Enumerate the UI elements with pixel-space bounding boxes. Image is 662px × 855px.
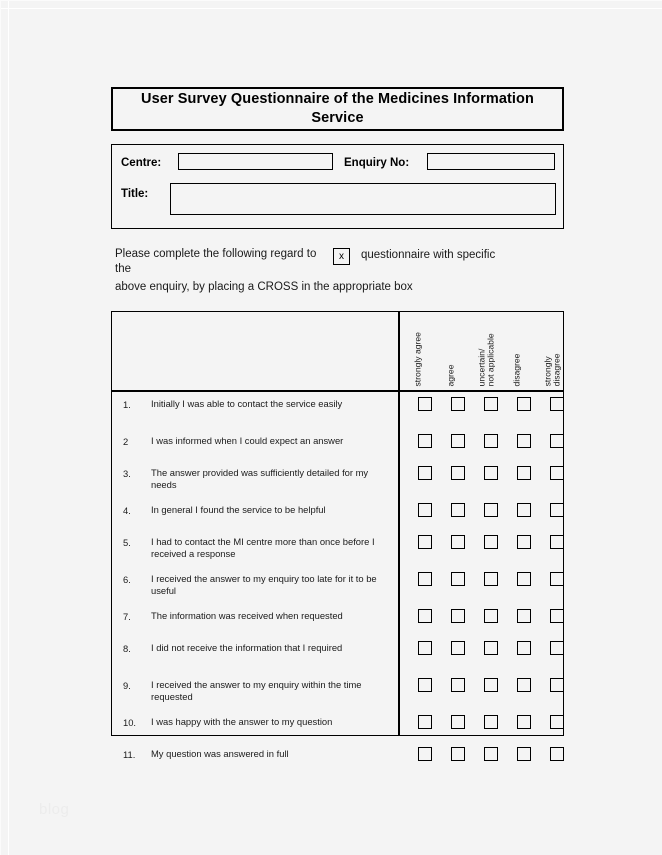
checkbox-q9-1[interactable] bbox=[418, 678, 432, 692]
checkbox-q11-3[interactable] bbox=[484, 747, 498, 761]
checkbox-q9-3[interactable] bbox=[484, 678, 498, 692]
page-title: User Survey Questionnaire of the Medicines Information Service bbox=[141, 91, 534, 126]
checkbox-q1-4[interactable] bbox=[517, 397, 531, 411]
question-number: 8. bbox=[123, 642, 131, 654]
cross-example-box bbox=[333, 248, 350, 265]
answer-checkbox-group bbox=[398, 673, 563, 710]
question-number: 10. bbox=[123, 716, 137, 728]
checkbox-q6-4[interactable] bbox=[517, 572, 531, 586]
question-text: I received the answer to my enquiry within the time requested bbox=[151, 678, 362, 702]
answer-checkbox-group bbox=[398, 636, 563, 673]
checkbox-q3-1[interactable] bbox=[418, 466, 432, 480]
question-text: I had to contact the MI centre more than once before I received a response bbox=[151, 535, 375, 559]
question-text: I received the answer to my enquiry too late for it to be useful bbox=[151, 572, 377, 596]
question-text: I did not receive the information that I required bbox=[151, 641, 343, 653]
question-rows bbox=[112, 392, 563, 760]
checkbox-q2-1[interactable] bbox=[418, 434, 432, 448]
checkbox-q5-5[interactable] bbox=[550, 535, 564, 549]
checkbox-q5-3[interactable] bbox=[484, 535, 498, 549]
table-row bbox=[112, 636, 563, 673]
checkbox-q6-2[interactable] bbox=[451, 572, 465, 586]
table-row bbox=[112, 673, 563, 710]
checkbox-q8-3[interactable] bbox=[484, 641, 498, 655]
instructions-block bbox=[115, 247, 565, 297]
checkbox-q10-4[interactable] bbox=[517, 715, 531, 729]
rating-column-headers bbox=[398, 312, 563, 390]
rating-header-line: uncertain/ bbox=[476, 348, 487, 386]
answer-checkbox-group bbox=[398, 392, 563, 429]
checkbox-q7-1[interactable] bbox=[418, 609, 432, 623]
question-text: I was happy with the answer to my question bbox=[151, 715, 333, 727]
title-label: Title: bbox=[121, 188, 149, 200]
table-row bbox=[112, 461, 563, 498]
checkbox-q3-3[interactable] bbox=[484, 466, 498, 480]
checkbox-q4-3[interactable] bbox=[484, 503, 498, 517]
checkbox-q3-5[interactable] bbox=[550, 466, 564, 480]
question-text: In general I found the service to be helpful bbox=[151, 503, 326, 515]
answer-checkbox-group bbox=[398, 742, 563, 774]
question-number: 9. bbox=[123, 679, 131, 691]
answer-checkbox-group bbox=[398, 567, 563, 604]
checkbox-q1-3[interactable] bbox=[484, 397, 498, 411]
cross-mark: x bbox=[339, 251, 344, 262]
question-text: The answer provided was sufficiently detailed for my needs bbox=[151, 466, 369, 490]
form-title-box bbox=[111, 87, 564, 131]
checkbox-q7-5[interactable] bbox=[550, 609, 564, 623]
answer-checkbox-group bbox=[398, 710, 563, 742]
checkbox-q6-3[interactable] bbox=[484, 572, 498, 586]
table-row bbox=[112, 429, 563, 461]
answer-checkbox-group bbox=[398, 530, 563, 567]
centre-input[interactable] bbox=[178, 153, 333, 170]
rating-header-line: strongly bbox=[542, 355, 553, 386]
watermark: blog bbox=[39, 801, 70, 818]
rating-header-4 bbox=[513, 353, 523, 386]
table-row bbox=[112, 604, 563, 636]
instructions-right-text: questionnaire with specific bbox=[361, 249, 496, 261]
checkbox-q7-3[interactable] bbox=[484, 609, 498, 623]
checkbox-q4-5[interactable] bbox=[550, 503, 564, 517]
rating-header-line: not applicable bbox=[485, 332, 496, 386]
checkbox-q6-1[interactable] bbox=[418, 572, 432, 586]
question-text: My question was answered in full bbox=[151, 747, 289, 759]
rating-header-line: disagree bbox=[551, 353, 562, 386]
question-number: 11. bbox=[123, 748, 136, 760]
checkbox-q4-1[interactable] bbox=[418, 503, 432, 517]
checkbox-q8-1[interactable] bbox=[418, 641, 432, 655]
checkbox-q11-5[interactable] bbox=[550, 747, 564, 761]
question-number: 3. bbox=[123, 467, 131, 479]
enquiry-no-label: Enquiry No: bbox=[344, 157, 410, 169]
table-row bbox=[112, 567, 563, 604]
rating-header-1 bbox=[414, 332, 424, 386]
question-number: 5. bbox=[123, 536, 131, 548]
checkbox-q7-2[interactable] bbox=[451, 609, 465, 623]
survey-table bbox=[111, 311, 564, 760]
table-row bbox=[112, 392, 563, 429]
rating-header-2 bbox=[447, 364, 457, 386]
checkbox-q1-2[interactable] bbox=[451, 397, 465, 411]
checkbox-q8-2[interactable] bbox=[451, 641, 465, 655]
checkbox-q5-2[interactable] bbox=[451, 535, 465, 549]
checkbox-q10-5[interactable] bbox=[550, 715, 564, 729]
rating-header-line: agree bbox=[445, 364, 456, 386]
checkbox-q9-5[interactable] bbox=[550, 678, 564, 692]
checkbox-q10-3[interactable] bbox=[484, 715, 498, 729]
rating-header-5 bbox=[544, 353, 562, 386]
checkbox-q1-1[interactable] bbox=[418, 397, 432, 411]
centre-label: Centre: bbox=[121, 157, 162, 169]
answer-checkbox-group bbox=[398, 461, 563, 498]
checkbox-q3-4[interactable] bbox=[517, 466, 531, 480]
rating-header-line: strongly agree bbox=[412, 331, 423, 386]
checkbox-q1-5[interactable] bbox=[550, 397, 564, 411]
table-row bbox=[112, 498, 563, 530]
checkbox-q6-5[interactable] bbox=[550, 572, 564, 586]
checkbox-q8-5[interactable] bbox=[550, 641, 564, 655]
question-number: 2 bbox=[123, 435, 129, 447]
question-text: Initially I was able to contact the service easily bbox=[151, 397, 343, 409]
checkbox-q7-4[interactable] bbox=[517, 609, 531, 623]
question-number: 7. bbox=[123, 610, 131, 622]
rating-header-3 bbox=[478, 333, 496, 386]
table-row bbox=[112, 530, 563, 567]
checkbox-q4-2[interactable] bbox=[451, 503, 465, 517]
title-input[interactable] bbox=[170, 183, 556, 215]
answer-checkbox-group bbox=[398, 429, 563, 461]
enquiry-no-input[interactable] bbox=[427, 153, 555, 170]
checkbox-q11-2[interactable] bbox=[451, 747, 465, 761]
checkbox-q2-4[interactable] bbox=[517, 434, 531, 448]
question-number: 6. bbox=[123, 573, 131, 585]
instructions-left-text: Please complete the following regard to the bbox=[115, 248, 317, 275]
details-section bbox=[111, 144, 564, 229]
page-edge-top bbox=[1, 8, 662, 9]
table-row bbox=[112, 742, 563, 774]
question-number: 1. bbox=[123, 398, 131, 410]
question-number: 4. bbox=[123, 504, 131, 516]
checkbox-q3-2[interactable] bbox=[451, 466, 465, 480]
checkbox-q9-4[interactable] bbox=[517, 678, 531, 692]
checkbox-q11-4[interactable] bbox=[517, 747, 531, 761]
checkbox-q5-1[interactable] bbox=[418, 535, 432, 549]
checkbox-q2-3[interactable] bbox=[484, 434, 498, 448]
table-row bbox=[112, 710, 563, 742]
checkbox-q2-5[interactable] bbox=[550, 434, 564, 448]
checkbox-q2-2[interactable] bbox=[451, 434, 465, 448]
instructions-bottom-text: above enquiry, by placing a CROSS in the appropriate box bbox=[115, 281, 413, 293]
checkbox-q10-1[interactable] bbox=[418, 715, 432, 729]
checkbox-q10-2[interactable] bbox=[451, 715, 465, 729]
rating-header-line: disagree bbox=[511, 353, 522, 386]
checkbox-q5-4[interactable] bbox=[517, 535, 531, 549]
answer-checkbox-group bbox=[398, 498, 563, 530]
checkbox-q4-4[interactable] bbox=[517, 503, 531, 517]
question-text: The information was received when requested bbox=[151, 609, 343, 621]
page-edge-left bbox=[8, 1, 9, 855]
checkbox-q9-2[interactable] bbox=[451, 678, 465, 692]
answer-checkbox-group bbox=[398, 604, 563, 636]
checkbox-q8-4[interactable] bbox=[517, 641, 531, 655]
checkbox-q11-1[interactable] bbox=[418, 747, 432, 761]
question-text: I was informed when I could expect an answer bbox=[151, 434, 344, 446]
